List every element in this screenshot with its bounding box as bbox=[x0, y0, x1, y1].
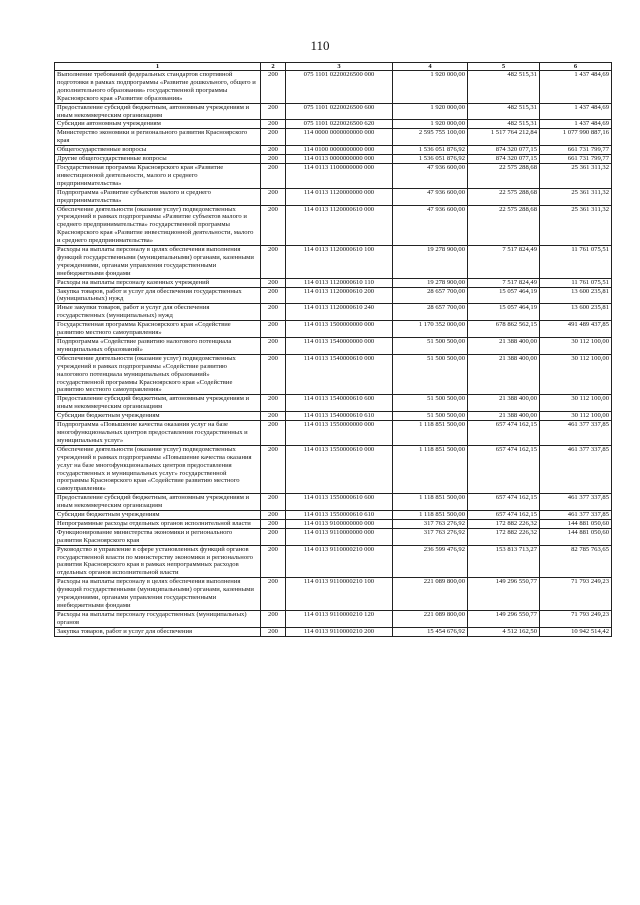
row-classification-code: 114 0113 1120000610 200 bbox=[286, 287, 393, 304]
row-name: Обеспечение деятельности (оказание услуг) подведомственных учреждений в рамках подпрограммы «Повышение качества оказания услуг на базе многофункциональных центров предоставления государственных и муниципальных услуг» государственной программы Красноярского края «Содействие развитию местного самоуправления» bbox=[55, 445, 261, 493]
row-unexecuted-amount: 144 881 050,60 bbox=[540, 519, 612, 528]
row-unexecuted-amount: 30 112 100,00 bbox=[540, 412, 612, 421]
row-approved-amount: 51 500 500,00 bbox=[393, 338, 468, 355]
row-executed-amount: 482 515,31 bbox=[468, 120, 540, 129]
table-row bbox=[55, 338, 612, 355]
row-executed-amount: 21 388 400,00 bbox=[468, 338, 540, 355]
table-row bbox=[55, 120, 612, 129]
row-executed-amount: 874 320 077,15 bbox=[468, 155, 540, 164]
header-col-3: 3 bbox=[286, 63, 393, 71]
table-row bbox=[55, 287, 612, 304]
row-code: 200 bbox=[261, 545, 286, 578]
row-approved-amount: 1 536 051 876,92 bbox=[393, 155, 468, 164]
row-name: Государственная программа Красноярского края «Развитие инвестиционной деятельности, малого и среднего предпринимательства» bbox=[55, 163, 261, 188]
row-code: 200 bbox=[261, 103, 286, 120]
row-executed-amount: 482 515,31 bbox=[468, 71, 540, 104]
row-classification-code: 114 0113 1120000610 240 bbox=[286, 304, 393, 321]
row-unexecuted-amount: 30 112 100,00 bbox=[540, 395, 612, 412]
row-unexecuted-amount: 71 793 249,23 bbox=[540, 610, 612, 627]
row-executed-amount: 22 575 288,68 bbox=[468, 205, 540, 246]
table-row bbox=[55, 146, 612, 155]
row-name: Другие общегосударственные вопросы bbox=[55, 155, 261, 164]
row-executed-amount: 21 388 400,00 bbox=[468, 354, 540, 395]
row-code: 200 bbox=[261, 71, 286, 104]
row-name: Непрограммные расходы отдельных органов исполнительной власти bbox=[55, 519, 261, 528]
row-approved-amount: 1 920 000,00 bbox=[393, 103, 468, 120]
row-name: Субсидии бюджетным учреждениям bbox=[55, 511, 261, 520]
row-executed-amount: 7 517 824,49 bbox=[468, 278, 540, 287]
row-executed-amount: 153 813 713,27 bbox=[468, 545, 540, 578]
row-code: 200 bbox=[261, 120, 286, 129]
row-code: 200 bbox=[261, 519, 286, 528]
row-code: 200 bbox=[261, 246, 286, 279]
row-name: Предоставление субсидий бюджетным, автономным учреждениям и иным некоммерческим организациям bbox=[55, 395, 261, 412]
row-name: Руководство и управление в сфере установленных функций органов государственной власти по министерству экономики и регионального развития Красноярского края в рамках непрограммных расходов отдельных органов исполнительной власти bbox=[55, 545, 261, 578]
row-code: 200 bbox=[261, 338, 286, 355]
row-name: Закупка товаров, работ и услуг для обеспечения государственных (муниципальных) нужд bbox=[55, 287, 261, 304]
header-col-1: 1 bbox=[55, 63, 261, 71]
row-approved-amount: 1 118 851 500,00 bbox=[393, 494, 468, 511]
row-classification-code: 114 0113 9100000000 000 bbox=[286, 519, 393, 528]
row-name: Обеспечение деятельности (оказание услуг) подведомственных учреждений в рамках подпрограммы «Развитие субъектов малого и среднего предпринимательства» государственной программы Красноярского края «Развитие инвестиционной деятельности, малого и среднего предпринимательства» bbox=[55, 205, 261, 246]
table-row bbox=[55, 545, 612, 578]
row-name: Государственная программа Красноярского края «Содействие развитию местного самоуправления» bbox=[55, 321, 261, 338]
row-approved-amount: 51 500 500,00 bbox=[393, 412, 468, 421]
row-approved-amount: 221 089 800,00 bbox=[393, 578, 468, 611]
table-row bbox=[55, 304, 612, 321]
row-approved-amount: 47 936 600,00 bbox=[393, 205, 468, 246]
row-code: 200 bbox=[261, 205, 286, 246]
row-unexecuted-amount: 30 112 100,00 bbox=[540, 338, 612, 355]
row-unexecuted-amount: 25 361 311,32 bbox=[540, 188, 612, 205]
row-name: Общегосударственные вопросы bbox=[55, 146, 261, 155]
table-row bbox=[55, 445, 612, 493]
row-classification-code: 114 0000 0000000000 000 bbox=[286, 129, 393, 146]
row-name: Подпрограмма «Развитие субъектов малого и среднего предпринимательства» bbox=[55, 188, 261, 205]
table-row bbox=[55, 321, 612, 338]
table-row bbox=[55, 246, 612, 279]
row-name: Субсидии автономным учреждениям bbox=[55, 120, 261, 129]
row-executed-amount: 657 474 162,15 bbox=[468, 421, 540, 446]
row-approved-amount: 1 118 851 500,00 bbox=[393, 511, 468, 520]
row-unexecuted-amount: 1 437 484,69 bbox=[540, 120, 612, 129]
row-approved-amount: 236 599 476,92 bbox=[393, 545, 468, 578]
row-approved-amount: 47 936 600,00 bbox=[393, 163, 468, 188]
row-classification-code: 114 0113 1550000610 600 bbox=[286, 494, 393, 511]
row-executed-amount: 172 882 226,32 bbox=[468, 519, 540, 528]
row-code: 200 bbox=[261, 304, 286, 321]
table-row bbox=[55, 354, 612, 395]
header-col-2: 2 bbox=[261, 63, 286, 71]
row-unexecuted-amount: 10 942 514,42 bbox=[540, 627, 612, 636]
row-approved-amount: 1 170 352 000,00 bbox=[393, 321, 468, 338]
row-name: Министерство экономики и регионального развития Красноярского края bbox=[55, 129, 261, 146]
row-classification-code: 075 1101 0220026500 620 bbox=[286, 120, 393, 129]
row-unexecuted-amount: 491 489 437,85 bbox=[540, 321, 612, 338]
row-approved-amount: 19 278 900,00 bbox=[393, 246, 468, 279]
row-classification-code: 114 0113 1540000000 000 bbox=[286, 338, 393, 355]
row-unexecuted-amount: 13 600 235,81 bbox=[540, 287, 612, 304]
row-unexecuted-amount: 13 600 235,81 bbox=[540, 304, 612, 321]
row-executed-amount: 21 388 400,00 bbox=[468, 412, 540, 421]
table-row bbox=[55, 278, 612, 287]
row-classification-code: 114 0113 1120000000 000 bbox=[286, 188, 393, 205]
row-classification-code: 114 0113 1100000000 000 bbox=[286, 163, 393, 188]
row-code: 200 bbox=[261, 129, 286, 146]
row-executed-amount: 15 057 464,19 bbox=[468, 304, 540, 321]
row-executed-amount: 1 517 764 212,84 bbox=[468, 129, 540, 146]
row-approved-amount: 1 920 000,00 bbox=[393, 71, 468, 104]
page-number: 110 bbox=[310, 38, 330, 53]
row-executed-amount: 874 320 077,15 bbox=[468, 146, 540, 155]
row-name: Расходы на выплаты персоналу в целях обеспечения выполнения функций государственными (муниципальными) органами, казенными учреждениями, органами управления государственными внебюджетными фондами bbox=[55, 578, 261, 611]
row-approved-amount: 221 089 800,00 bbox=[393, 610, 468, 627]
row-classification-code: 114 0113 9110000210 120 bbox=[286, 610, 393, 627]
header-col-6: 6 bbox=[540, 63, 612, 71]
row-code: 200 bbox=[261, 528, 286, 545]
row-executed-amount: 15 057 464,19 bbox=[468, 287, 540, 304]
row-code: 200 bbox=[261, 321, 286, 338]
row-name: Предоставление субсидий бюджетным, автономным учреждениям и иным некоммерческим организациям bbox=[55, 103, 261, 120]
row-name: Функционирование министерства экономики и регионального развития Красноярского края bbox=[55, 528, 261, 545]
row-classification-code: 114 0113 1540000610 600 bbox=[286, 395, 393, 412]
row-executed-amount: 22 575 288,68 bbox=[468, 188, 540, 205]
row-classification-code: 114 0113 1540000610 610 bbox=[286, 412, 393, 421]
row-classification-code: 114 0113 9110000210 000 bbox=[286, 545, 393, 578]
row-unexecuted-amount: 11 761 075,51 bbox=[540, 246, 612, 279]
row-approved-amount: 19 278 900,00 bbox=[393, 278, 468, 287]
table-row bbox=[55, 395, 612, 412]
row-code: 200 bbox=[261, 494, 286, 511]
table-row bbox=[55, 511, 612, 520]
row-approved-amount: 1 920 000,00 bbox=[393, 120, 468, 129]
row-approved-amount: 28 657 700,00 bbox=[393, 287, 468, 304]
row-executed-amount: 7 517 824,49 bbox=[468, 246, 540, 279]
row-unexecuted-amount: 661 731 799,77 bbox=[540, 146, 612, 155]
table-row bbox=[55, 188, 612, 205]
row-code: 200 bbox=[261, 421, 286, 446]
row-executed-amount: 22 575 288,68 bbox=[468, 163, 540, 188]
table-row bbox=[55, 155, 612, 164]
row-code: 200 bbox=[261, 163, 286, 188]
row-code: 200 bbox=[261, 412, 286, 421]
row-unexecuted-amount: 661 731 799,77 bbox=[540, 155, 612, 164]
row-classification-code: 114 0113 1120000610 110 bbox=[286, 278, 393, 287]
row-classification-code: 114 0113 1550000610 000 bbox=[286, 445, 393, 493]
table-row bbox=[55, 528, 612, 545]
row-unexecuted-amount: 1 077 990 887,16 bbox=[540, 129, 612, 146]
row-unexecuted-amount: 30 112 100,00 bbox=[540, 354, 612, 395]
row-unexecuted-amount: 25 361 311,32 bbox=[540, 163, 612, 188]
row-classification-code: 114 0113 0000000000 000 bbox=[286, 155, 393, 164]
table-row bbox=[55, 163, 612, 188]
row-executed-amount: 149 296 550,77 bbox=[468, 610, 540, 627]
row-executed-amount: 172 882 226,32 bbox=[468, 528, 540, 545]
row-executed-amount: 482 515,31 bbox=[468, 103, 540, 120]
row-unexecuted-amount: 144 881 050,60 bbox=[540, 528, 612, 545]
row-name: Выполнение требований федеральных стандартов спортивной подготовки в рамках подпрограммы «Развитие дошкольного, общего и дополнительного образования» государственной программы Красноярского края «Развитие образования» bbox=[55, 71, 261, 104]
table-row bbox=[55, 494, 612, 511]
row-unexecuted-amount: 25 361 311,32 bbox=[540, 205, 612, 246]
header-col-4: 4 bbox=[393, 63, 468, 71]
row-approved-amount: 1 118 851 500,00 bbox=[393, 445, 468, 493]
table-row bbox=[55, 578, 612, 611]
table-row bbox=[55, 519, 612, 528]
row-classification-code: 114 0100 0000000000 000 bbox=[286, 146, 393, 155]
row-code: 200 bbox=[261, 287, 286, 304]
row-executed-amount: 657 474 162,15 bbox=[468, 445, 540, 493]
row-classification-code: 075 1101 0220026500 600 bbox=[286, 103, 393, 120]
row-executed-amount: 657 474 162,15 bbox=[468, 494, 540, 511]
row-code: 200 bbox=[261, 511, 286, 520]
header-col-5: 5 bbox=[468, 63, 540, 71]
row-approved-amount: 317 763 276,92 bbox=[393, 519, 468, 528]
row-classification-code: 114 0113 9110000210 100 bbox=[286, 578, 393, 611]
row-code: 200 bbox=[261, 155, 286, 164]
row-approved-amount: 51 500 500,00 bbox=[393, 395, 468, 412]
row-approved-amount: 15 454 676,92 bbox=[393, 627, 468, 636]
row-classification-code: 114 0113 1550000000 000 bbox=[286, 421, 393, 446]
row-name: Обеспечение деятельности (оказание услуг) подведомственных учреждений в рамках подпрограммы «Содействие развитию налогового потенциала муниципальных образований» государственной программы Красноярского края «Содействие развитию местного самоуправления» bbox=[55, 354, 261, 395]
row-approved-amount: 51 500 500,00 bbox=[393, 354, 468, 395]
row-unexecuted-amount: 11 761 075,51 bbox=[540, 278, 612, 287]
row-approved-amount: 1 536 051 876,92 bbox=[393, 146, 468, 155]
row-executed-amount: 678 862 562,15 bbox=[468, 321, 540, 338]
table-row bbox=[55, 205, 612, 246]
row-classification-code: 114 0113 1550000610 610 bbox=[286, 511, 393, 520]
row-name: Закупка товаров, работ и услуг для обеспечения bbox=[55, 627, 261, 636]
row-executed-amount: 149 296 550,77 bbox=[468, 578, 540, 611]
row-classification-code: 114 0113 1120000610 100 bbox=[286, 246, 393, 279]
table-row bbox=[55, 412, 612, 421]
row-name: Расходы на выплаты персоналу государственных (муниципальных) органов bbox=[55, 610, 261, 627]
header-row bbox=[55, 63, 612, 71]
row-code: 200 bbox=[261, 188, 286, 205]
row-classification-code: 114 0113 1500000000 000 bbox=[286, 321, 393, 338]
row-code: 200 bbox=[261, 610, 286, 627]
row-code: 200 bbox=[261, 278, 286, 287]
budget-table bbox=[54, 62, 612, 637]
row-approved-amount: 28 657 700,00 bbox=[393, 304, 468, 321]
row-unexecuted-amount: 71 793 249,23 bbox=[540, 578, 612, 611]
row-name: Предоставление субсидий бюджетным, автономным учреждениям и иным некоммерческим организациям bbox=[55, 494, 261, 511]
row-code: 200 bbox=[261, 578, 286, 611]
row-executed-amount: 4 512 162,50 bbox=[468, 627, 540, 636]
row-classification-code: 114 0113 1120000610 000 bbox=[286, 205, 393, 246]
row-code: 200 bbox=[261, 395, 286, 412]
row-name: Расходы на выплаты персоналу в целях обеспечения выполнения функций государственными (муниципальными) органами, казенными учреждениями, органами управления государственными внебюджетными фондами bbox=[55, 246, 261, 279]
row-unexecuted-amount: 1 437 484,69 bbox=[540, 71, 612, 104]
row-name: Подпрограмма «Повышение качества оказания услуг на базе многофункциональных центров предоставления государственных и муниципальных услуг» bbox=[55, 421, 261, 446]
row-name: Субсидии бюджетным учреждениям bbox=[55, 412, 261, 421]
row-classification-code: 114 0113 9110000210 200 bbox=[286, 627, 393, 636]
row-unexecuted-amount: 461 377 337,85 bbox=[540, 445, 612, 493]
row-approved-amount: 47 936 600,00 bbox=[393, 188, 468, 205]
row-unexecuted-amount: 461 377 337,85 bbox=[540, 494, 612, 511]
table-row bbox=[55, 421, 612, 446]
row-approved-amount: 2 595 755 100,00 bbox=[393, 129, 468, 146]
row-executed-amount: 21 388 400,00 bbox=[468, 395, 540, 412]
table-row bbox=[55, 129, 612, 146]
row-classification-code: 114 0113 1540000610 000 bbox=[286, 354, 393, 395]
row-unexecuted-amount: 461 377 337,85 bbox=[540, 421, 612, 446]
table-row bbox=[55, 610, 612, 627]
table-row bbox=[55, 71, 612, 104]
row-code: 200 bbox=[261, 354, 286, 395]
table-row bbox=[55, 627, 612, 636]
row-unexecuted-amount: 82 785 763,65 bbox=[540, 545, 612, 578]
row-approved-amount: 1 118 851 500,00 bbox=[393, 421, 468, 446]
row-executed-amount: 657 474 162,15 bbox=[468, 511, 540, 520]
row-code: 200 bbox=[261, 146, 286, 155]
row-unexecuted-amount: 461 377 337,85 bbox=[540, 511, 612, 520]
row-classification-code: 114 0113 9110000000 000 bbox=[286, 528, 393, 545]
row-classification-code: 075 1101 0220026500 000 bbox=[286, 71, 393, 104]
row-name: Подпрограмма «Содействие развитию налогового потенциала муниципальных образований» bbox=[55, 338, 261, 355]
row-name: Иные закупки товаров, работ и услуг для обеспечения государственных (муниципальных) нужд bbox=[55, 304, 261, 321]
row-name: Расходы на выплаты персоналу казенных учреждений bbox=[55, 278, 261, 287]
row-approved-amount: 317 763 276,92 bbox=[393, 528, 468, 545]
row-code: 200 bbox=[261, 445, 286, 493]
table-row bbox=[55, 103, 612, 120]
row-code: 200 bbox=[261, 627, 286, 636]
row-unexecuted-amount: 1 437 484,69 bbox=[540, 103, 612, 120]
